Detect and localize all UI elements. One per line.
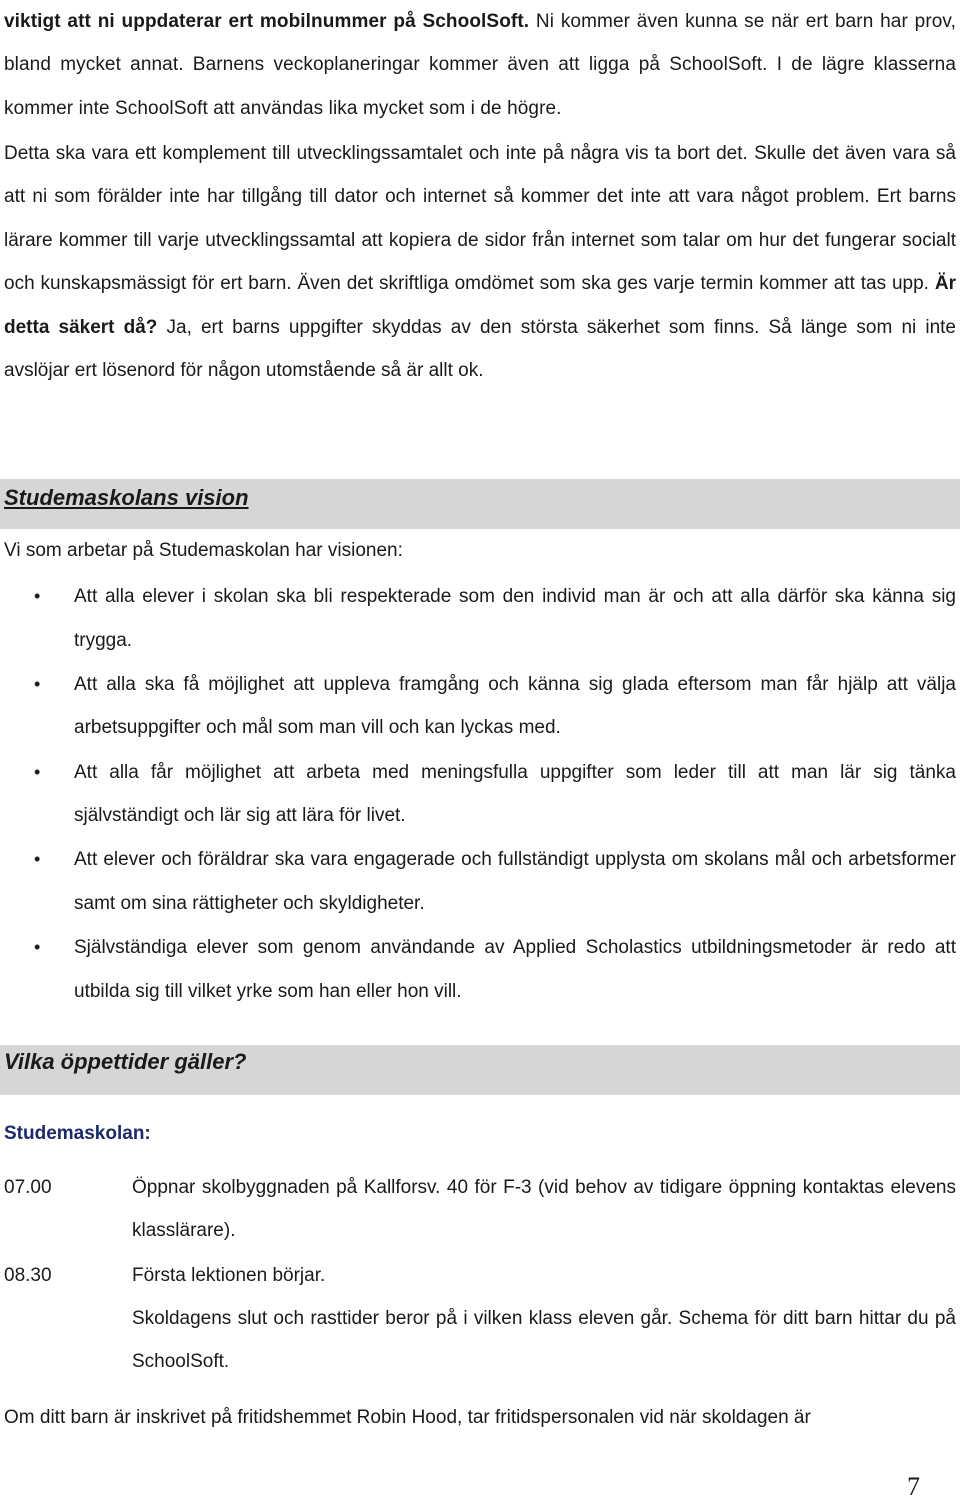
list-item: • Självständiga elever som genom användande av Applied Scholastics utbildningsmetoder är redo att utbilda sig till vilket yrke som han eller hon vill.: [0, 926, 960, 1014]
bold-question: Är detta säkert då?: [4, 273, 956, 338]
hours-row: [4, 1166, 956, 1254]
bullet-icon: •: [34, 849, 41, 870]
intro-paragraph: [4, 0, 956, 130]
bullet-icon: •: [34, 937, 41, 958]
page-number: 7: [907, 1472, 920, 1501]
paragraph-text: Detta ska vara ett komplement till utvecklingssamtalet och inte på några vis ta bort det. Skulle det även vara så att ni som förälder inte har tillgång till dator och internet så kommer det inte att vara något problem. Ert barns lärare kommer till varje utvecklingssamtal att kopiera de sidor från internet som talar om hur det fungerar socialt och kunskapsmässigt för ert barn. Även det skriftliga omdömet som ska ges varje termin kommer att tas upp.: [4, 143, 956, 295]
hours-text: Första lektionen börjar.: [132, 1265, 326, 1286]
paragraph-text: Ni kommer även kunna se när ert barn har prov, bland mycket annat. Barnens veckoplaneringar kommer även att ligga på SchoolSoft. I de lägre klasserna kommer inte SchoolSoft att användas lika mycket som i de högre.: [4, 11, 956, 119]
school-subheading: Studemaskolan:: [4, 1123, 151, 1144]
vision-heading: Studemaskolans vision: [4, 485, 249, 510]
list-item: • Att elever och föräldrar ska vara engagerade och fullständigt upplysta om skolans mål och arbetsformer samt om sina rättigheter och skyldigheter.: [0, 838, 960, 926]
hours-time: 08.30: [4, 1265, 52, 1286]
hours-heading: Vilka öppettider gäller?: [4, 1049, 247, 1074]
security-paragraph: [4, 132, 956, 392]
hours-note: Skoldagens slut och rasttider beror på i vilken klass eleven går. Schema för ditt barn hittar du på SchoolSoft.: [132, 1308, 956, 1372]
bold-phrase: viktigt att ni uppdaterar ert mobilnummer på SchoolSoft.: [4, 11, 530, 32]
hours-time: 07.00: [4, 1177, 52, 1198]
bullet-icon: •: [34, 673, 41, 694]
fritids-paragraph: Om ditt barn är inskrivet på fritidshemmet Robin Hood, tar fritidspersonalen vid när skoldagen är: [4, 1407, 811, 1428]
hours-row: [4, 1254, 956, 1298]
hours-note-row: [4, 1297, 956, 1385]
hours-text: Öppnar skolbyggnaden på Kallforsv. 40 för F-3 (vid behov av tidigare öppning kontaktas elevens klasslärare).: [132, 1177, 956, 1241]
bullet-icon: •: [34, 586, 41, 606]
list-item: • Att alla elever i skolan ska bli respekterade som den individ man är och att alla därför ska känna sig trygga.: [0, 575, 960, 663]
vision-intro: Vi som arbetar på Studemaskolan har visionen:: [4, 540, 403, 561]
paragraph-text: Ja, ert barns uppgifter skyddas av den största säkerhet som finns. Så länge som ni inte avslöjar ert lösenord för någon utomstående så är allt ok.: [4, 316, 956, 382]
bullet-icon: •: [34, 761, 41, 782]
list-item: • Att alla får möjlighet att arbeta med meningsfulla uppgifter som leder till att man lär sig tänka självständigt och lär sig att lära för livet.: [0, 751, 960, 839]
vision-list: [0, 575, 960, 1014]
list-item: • Att alla ska få möjlighet att uppleva framgång och känna sig glada eftersom man får hjälp att välja arbetsuppgifter och mål som man vill och kan lyckas med.: [0, 663, 960, 751]
